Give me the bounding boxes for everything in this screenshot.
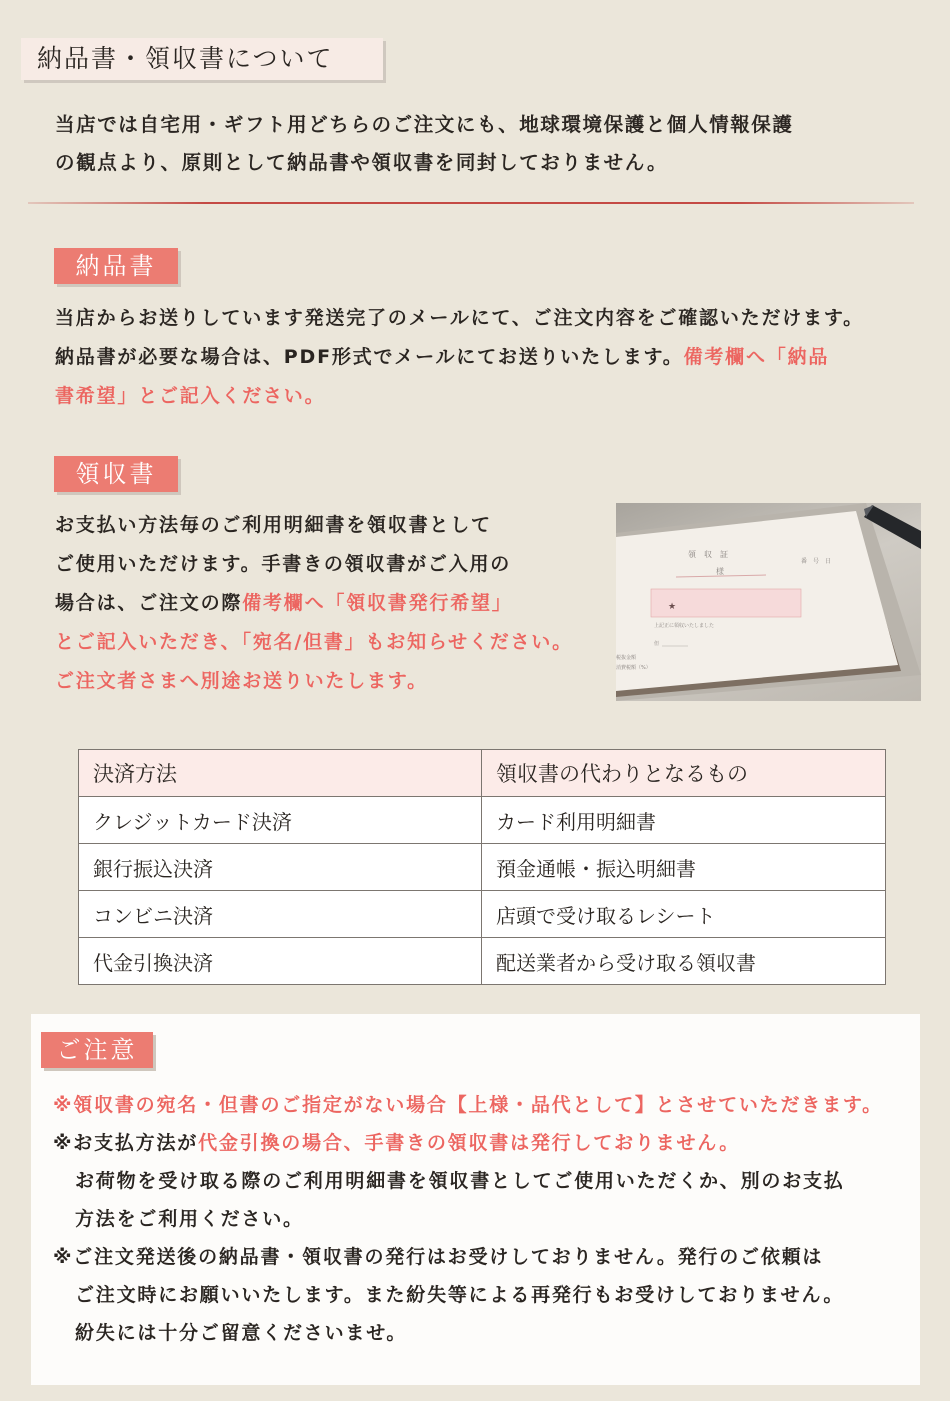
receipt-text (55, 506, 573, 701)
receipt-photo-number: 番 号 日 (801, 558, 832, 565)
delivery-line-text: 納品書が必要な場合は、PDF形式でメールにてお送りいたします。 (55, 346, 684, 368)
receipt-photo-small: 税抜金額 (616, 655, 637, 661)
table-cell: 代金引換決済 (79, 938, 482, 985)
delivery-request-text: 書希望」とご記入ください。 (55, 385, 326, 407)
table-row (79, 797, 886, 844)
receipt-line (55, 584, 573, 623)
receipt-request-text: とご記入いただき、「宛名/但書」もお知らせください。 (55, 631, 573, 653)
table-header: 決済方法 (79, 750, 482, 797)
table-header: 領収書の代わりとなるもの (482, 750, 886, 797)
notice-line: 方法をご利用ください。 (75, 1208, 304, 1230)
intro-line: 当店では自宅用・ギフト用どちらのご注文にも、地球環境保護と個人情報保護 (55, 113, 794, 136)
table-cell: クレジットカード決済 (79, 797, 482, 844)
payment-table (78, 749, 886, 985)
notice-line (53, 1124, 883, 1162)
delivery-text (55, 299, 864, 416)
table-cell: コンビニ決済 (79, 891, 482, 938)
notice-line: ※ご注文発送後の納品書・領収書の発行はお受けしておりません。発行のご依頼は (53, 1246, 824, 1268)
table-cell: 店頭で受け取るレシート (482, 891, 886, 938)
notice-label: ご注意 (41, 1032, 153, 1068)
table-cell: カード利用明細書 (482, 797, 886, 844)
table-row (79, 938, 886, 985)
notice-box (31, 1014, 920, 1385)
receipt-photo-title: 領 収 証 (688, 550, 728, 559)
table-row (79, 844, 886, 891)
receipt-line-text: 場合は、ご注文の際 (55, 592, 243, 614)
section-label-receipt: 領収書 (54, 456, 178, 492)
section-label-delivery: 納品書 (54, 248, 178, 284)
notice-line: ご注文時にお願いいたします。また紛失等による再発行もお受けしておりません。 (75, 1284, 845, 1306)
table-cell: 配送業者から受け取る領収書 (482, 938, 886, 985)
receipt-photo-small: 消費税額（%） (616, 665, 651, 671)
receipt-line: ご使用いただけます。手書きの領収書がご入用の (55, 553, 512, 575)
delivery-line (55, 338, 864, 377)
intro-line: の観点より、原則として納品書や領収書を同封しておりません。 (55, 151, 669, 174)
receipt-photo-honorific: 様 (716, 567, 724, 576)
receipt-request-text: ご注文者さまへ別途お送りいたします。 (55, 670, 428, 692)
receipt-line: お支払い方法毎のご利用明細書を領収書として (55, 514, 492, 536)
notice-line: ※領収書の宛名・但書のご指定がない場合【上様・品代として】とさせていただきます。 (53, 1094, 883, 1116)
receipt-photo (616, 503, 921, 701)
table-cell: 預金通帳・振込明細書 (482, 844, 886, 891)
intro-text (55, 106, 935, 182)
table-header-row (79, 750, 886, 797)
notice-line: 紛失には十分ご留意くださいませ。 (75, 1322, 408, 1344)
notice-line-text: ※お支払方法が (53, 1132, 199, 1154)
notice-line: お荷物を受け取る際のご利用明細書を領収書としてご使用いただくか、別のお支払 (75, 1170, 845, 1192)
receipt-photo-small: 但 (654, 641, 660, 647)
notice-text (53, 1086, 883, 1352)
notice-warning-text: 代金引換の場合、手書きの領収書は発行しておりません。 (198, 1132, 741, 1154)
svg-text:★: ★ (668, 602, 677, 612)
divider (28, 202, 914, 204)
delivery-line: 当店からお送りしています発送完了のメールにて、ご注文内容をご確認いただけます。 (55, 307, 864, 329)
delivery-request-text: 備考欄へ「納品 (683, 346, 830, 368)
page-title: 納品書・領収書について (21, 38, 383, 80)
receipt-photo-line: 上記正に領収いたしました (654, 623, 715, 629)
receipt-request-text: 備考欄へ「領収書発行希望」 (242, 592, 513, 614)
table-cell: 銀行振込決済 (79, 844, 482, 891)
receipt-illustration (616, 503, 921, 701)
table-row (79, 891, 886, 938)
